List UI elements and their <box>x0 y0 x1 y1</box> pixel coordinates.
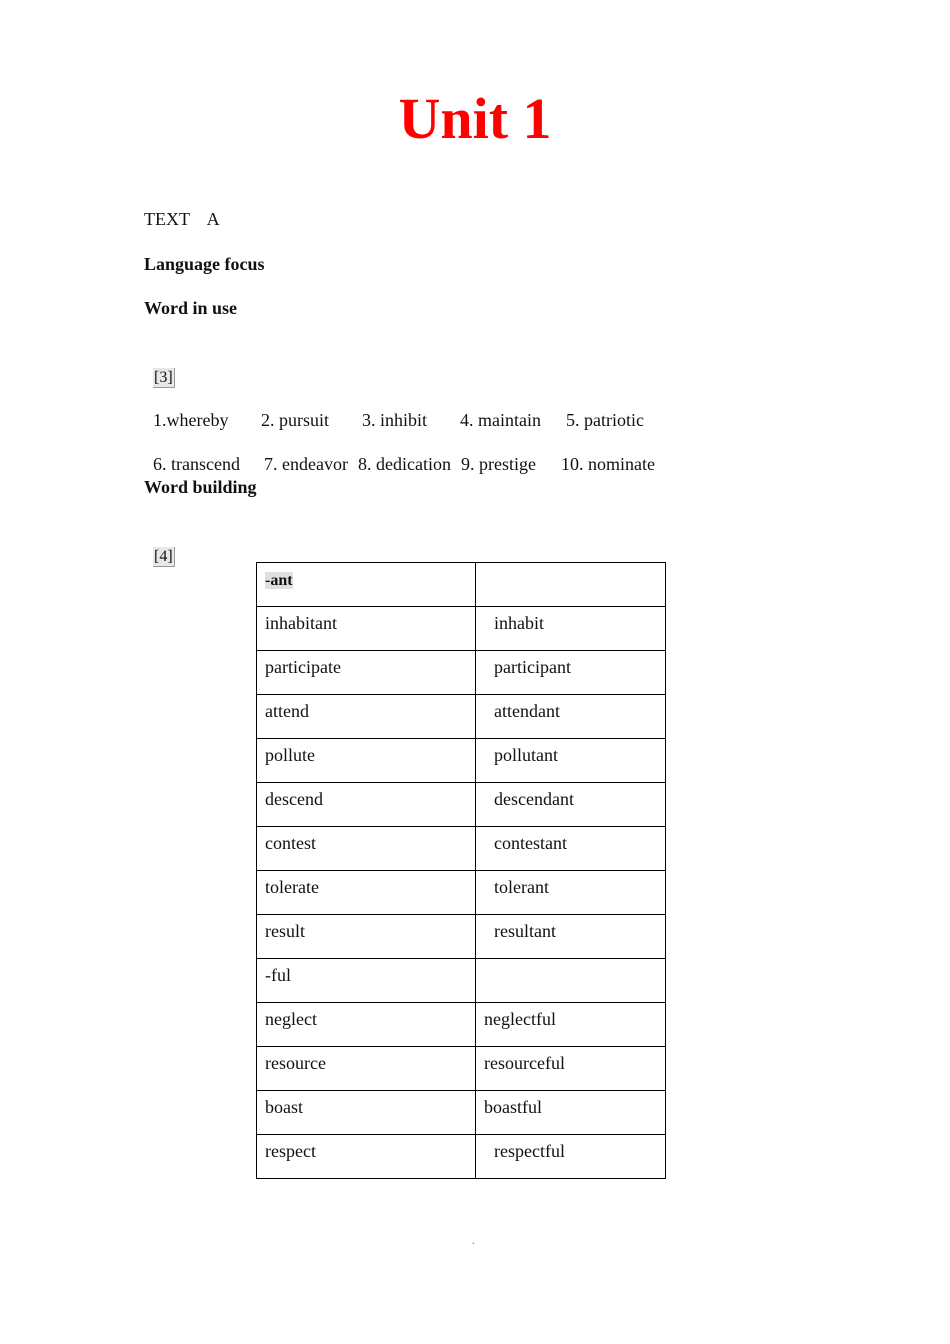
answer-item: 9. prestige <box>461 454 536 474</box>
answers-row-1 <box>144 387 644 431</box>
table-cell: neglectful <box>476 1003 666 1047</box>
table-cell: contest <box>257 827 476 871</box>
table-cell: participant <box>476 651 666 695</box>
table-cell: inhabit <box>476 607 666 651</box>
table-row <box>257 1047 666 1091</box>
answer-item: 3. inhibit <box>362 410 428 430</box>
page-title: Unit 1 <box>398 86 552 151</box>
suffix-heading-ant: -ant <box>265 572 293 589</box>
table-cell: neglect <box>257 1003 476 1047</box>
word-building-table <box>256 562 666 1179</box>
answer-item: 10. nominate <box>561 454 655 474</box>
answer-item: 8. dedication <box>358 454 451 474</box>
table-cell: resource <box>257 1047 476 1091</box>
heading-word-building: Word building <box>144 477 257 497</box>
table-row <box>257 651 666 695</box>
table-cell <box>476 959 666 1003</box>
table-cell <box>476 563 666 607</box>
answer-item: 4. maintain <box>460 410 541 430</box>
table-cell: boastful <box>476 1091 666 1135</box>
table-row <box>257 783 666 827</box>
table-cell: contestant <box>476 827 666 871</box>
table-cell: attend <box>257 695 476 739</box>
table-row <box>257 563 666 607</box>
heading-language-focus: Language focus <box>144 254 265 274</box>
table-cell: descendant <box>476 783 666 827</box>
section-4-marker <box>144 522 175 567</box>
footer-mark: . <box>472 1236 475 1247</box>
table-row <box>257 871 666 915</box>
table-row <box>257 959 666 1003</box>
answer-item: 6. transcend <box>153 454 240 474</box>
table-cell: result <box>257 915 476 959</box>
table-row <box>257 1091 666 1135</box>
table-cell: boast <box>257 1091 476 1135</box>
table-cell: tolerate <box>257 871 476 915</box>
answer-item: 1.whereby <box>153 410 229 430</box>
heading-word-in-use: Word in use <box>144 298 238 318</box>
table-row <box>257 827 666 871</box>
table-cell <box>257 563 476 607</box>
table-cell: attendant <box>476 695 666 739</box>
table-row <box>257 695 666 739</box>
table-cell: participate <box>257 651 476 695</box>
suffix-heading-ful: -ful <box>257 959 476 1003</box>
table-cell: resourceful <box>476 1047 666 1091</box>
table-cell: resultant <box>476 915 666 959</box>
table-cell: pollutant <box>476 739 666 783</box>
table-row <box>257 739 666 783</box>
section-3-marker <box>144 343 175 388</box>
table-cell: tolerant <box>476 871 666 915</box>
answer-item: 7. endeavor <box>264 454 348 474</box>
table-cell: respectful <box>476 1135 666 1179</box>
table-cell: inhabitant <box>257 607 476 651</box>
answer-item: 2. pursuit <box>261 410 330 430</box>
table-row <box>257 915 666 959</box>
table-cell: respect <box>257 1135 476 1179</box>
table-row <box>257 1003 666 1047</box>
table-cell: descend <box>257 783 476 827</box>
text-label: TEXT A <box>144 209 220 229</box>
table-row <box>257 1135 666 1179</box>
answers-row-2 <box>144 431 655 475</box>
table-cell: pollute <box>257 739 476 783</box>
section-3-tag: [3] <box>154 369 173 386</box>
table-row <box>257 607 666 651</box>
answer-item: 5. patriotic <box>566 410 644 430</box>
section-4-tag: [4] <box>154 548 173 565</box>
